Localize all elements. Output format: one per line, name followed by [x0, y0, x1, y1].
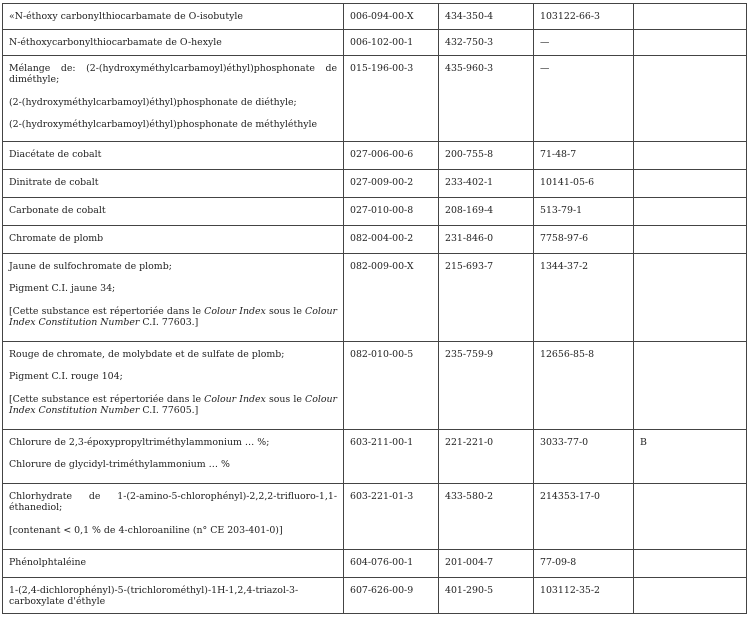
ec-number-cell: 221-221-0: [439, 430, 534, 484]
ec-number-cell: 235-759-9: [439, 342, 534, 430]
notes-cell: [634, 142, 747, 170]
table-row: [3, 226, 747, 254]
substance-name-cell: [3, 342, 344, 430]
substance-name-cell: [3, 170, 344, 198]
index-number-cell: 603-211-00-1: [344, 430, 439, 484]
index-number-cell: 607-626-00-9: [344, 578, 439, 614]
substance-name-line: Chromate de plomb: [9, 233, 104, 244]
colour-index-note-part: Colour Index Constitution Number: [9, 393, 337, 417]
substance-name-line: Mélange de: (2-(hydroxyméthylcarbamoyl)éthyl)phosphonate de diméthyle;: [9, 63, 337, 86]
cas-number-cell: 3033-77-0: [534, 430, 634, 484]
table-row: [3, 170, 747, 198]
substance-name-line: Diacétate de cobalt: [9, 149, 102, 160]
notes-cell: [634, 56, 747, 142]
substance-name-line: Jaune de sulfochromate de plomb;: [9, 261, 172, 272]
table-row: [3, 198, 747, 226]
index-number-cell: 603-221-01-3: [344, 484, 439, 550]
substance-name-line: (2-(hydroxyméthylcarbamoyl)éthyl)phosphonate de diéthyle;: [9, 96, 297, 108]
cas-number-cell: 7758-97-6: [534, 226, 634, 254]
table-row: [3, 56, 747, 142]
colour-index-note-part: Colour Index: [204, 305, 266, 317]
colour-index-note-part: C.I. 77605.]: [139, 405, 199, 417]
notes-cell: B: [634, 430, 747, 484]
substance-name-cell: [3, 4, 344, 30]
substance-name-line: Pigment C.I. jaune 34;: [9, 283, 116, 295]
cas-number-cell: 77-09-8: [534, 550, 634, 578]
substance-name-line: (2-(hydroxyméthylcarbamoyl)éthyl)phosphonate de méthyléthyle: [9, 119, 318, 131]
substance-name-line: 1-(2,4-dichlorophényl)-5-(trichlorométhyl)-1H-1,2,4-triazol-3-carboxylate d'éthyle: [9, 585, 299, 608]
notes-cell: [634, 226, 747, 254]
index-number-cell: 027-010-00-8: [344, 198, 439, 226]
notes-cell: [634, 342, 747, 430]
cas-number-cell: —: [534, 30, 634, 56]
substance-name-line: Chlorhydrate de 1-(2-amino-5-chlorophényl)-2,2,2-trifluoro-1,1-éthanediol;: [9, 491, 337, 514]
cas-number-cell: 1344-37-2: [534, 254, 634, 342]
colour-index-note-part: Colour Index Constitution Number: [9, 305, 337, 329]
cas-number-cell: 103112-35-2: [534, 578, 634, 614]
table-row: [3, 430, 747, 484]
colour-index-note-part: sous le: [265, 305, 306, 317]
notes-cell: [634, 170, 747, 198]
substance-name-line: [contenant < 0,1 % de 4-chloroaniline (n° CE 203-401-0)]: [9, 524, 283, 536]
ec-number-cell: 432-750-3: [439, 30, 534, 56]
index-number-cell: 604-076-00-1: [344, 550, 439, 578]
notes-cell: [634, 4, 747, 30]
cas-number-cell: 513-79-1: [534, 198, 634, 226]
substance-name-line: Chlorure de 2,3-époxypropyltriméthylammonium … %;: [9, 437, 270, 448]
substances-table: [2, 3, 747, 614]
ec-number-cell: 208-169-4: [439, 198, 534, 226]
substance-name-cell: [3, 30, 344, 56]
substance-name-cell: [3, 430, 344, 484]
index-number-cell: 027-006-00-6: [344, 142, 439, 170]
colour-index-note: [9, 306, 337, 329]
table-row: [3, 342, 747, 430]
table-row: [3, 30, 747, 56]
index-number-cell: 006-094-00-X: [344, 4, 439, 30]
index-number-cell: 027-009-00-2: [344, 170, 439, 198]
index-number-cell: 006-102-00-1: [344, 30, 439, 56]
colour-index-note-part: [Cette substance est répertoriée dans le: [9, 393, 205, 405]
ec-number-cell: 215-693-7: [439, 254, 534, 342]
notes-cell: [634, 484, 747, 550]
substance-name-cell: [3, 56, 344, 142]
notes-cell: [634, 30, 747, 56]
colour-index-note-part: [Cette substance est répertoriée dans le: [9, 305, 205, 317]
substance-name-cell: [3, 198, 344, 226]
notes-cell: [634, 578, 747, 614]
ec-number-cell: 200-755-8: [439, 142, 534, 170]
colour-index-note-part: sous le: [265, 393, 306, 405]
substance-name-line: Phénolphtaléine: [9, 557, 87, 568]
table-row: [3, 550, 747, 578]
cas-number-cell: 214353-17-0: [534, 484, 634, 550]
substance-name-line: Chlorure de glycidyl-triméthylammonium … %: [9, 459, 230, 471]
cas-number-cell: 12656-85-8: [534, 342, 634, 430]
cas-number-cell: 103122-66-3: [534, 4, 634, 30]
substance-name-line: Pigment C.I. rouge 104;: [9, 371, 123, 383]
substance-name-cell: [3, 254, 344, 342]
ec-number-cell: 233-402-1: [439, 170, 534, 198]
table-row: [3, 484, 747, 550]
table-row: [3, 578, 747, 614]
index-number-cell: 082-010-00-5: [344, 342, 439, 430]
substance-name-cell: [3, 578, 344, 614]
notes-cell: [634, 198, 747, 226]
cas-number-cell: 10141-05-6: [534, 170, 634, 198]
notes-cell: [634, 550, 747, 578]
cas-number-cell: 71-48-7: [534, 142, 634, 170]
substance-name-line: Rouge de chromate, de molybdate et de sulfate de plomb;: [9, 349, 285, 360]
ec-number-cell: 201-004-7: [439, 550, 534, 578]
colour-index-note-part: C.I. 77603.]: [139, 317, 199, 329]
substance-name-cell: [3, 550, 344, 578]
ec-number-cell: 435-960-3: [439, 56, 534, 142]
substance-name-line: N-éthoxycarbonylthiocarbamate de O-hexyle: [9, 37, 222, 48]
substance-name-line: «N-éthoxy carbonylthiocarbamate de O-isobutyle: [9, 11, 243, 22]
index-number-cell: 082-009-00-X: [344, 254, 439, 342]
substance-name-cell: [3, 484, 344, 550]
index-number-cell: 082-004-00-2: [344, 226, 439, 254]
substance-name-line: Carbonate de cobalt: [9, 205, 106, 216]
substance-name-cell: [3, 226, 344, 254]
ec-number-cell: 433-580-2: [439, 484, 534, 550]
notes-cell: [634, 254, 747, 342]
ec-number-cell: 401-290-5: [439, 578, 534, 614]
colour-index-note-part: Colour Index: [204, 393, 266, 405]
substances-table-body: [3, 4, 747, 614]
substance-name-cell: [3, 142, 344, 170]
ec-number-cell: 434-350-4: [439, 4, 534, 30]
table-row: [3, 4, 747, 30]
ec-number-cell: 231-846-0: [439, 226, 534, 254]
colour-index-note: [9, 394, 337, 417]
substance-name-line: Dinitrate de cobalt: [9, 177, 99, 188]
cas-number-cell: —: [534, 56, 634, 142]
index-number-cell: 015-196-00-3: [344, 56, 439, 142]
table-row: [3, 142, 747, 170]
table-row: [3, 254, 747, 342]
